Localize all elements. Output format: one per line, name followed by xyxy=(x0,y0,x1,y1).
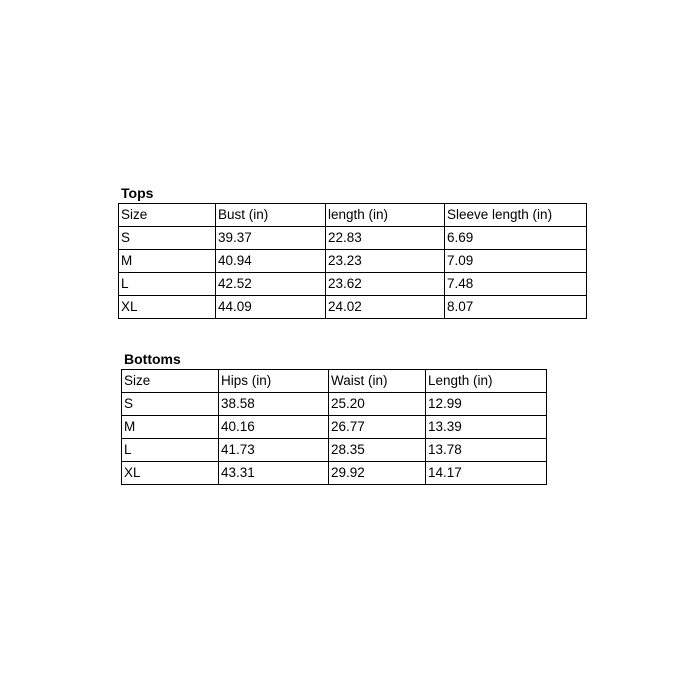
hips-cell: 40.16 xyxy=(219,416,329,439)
size-cell: XL xyxy=(119,296,216,319)
bust-cell: 40.94 xyxy=(216,250,326,273)
size-cell: XL xyxy=(122,462,219,485)
waist-cell: 25.20 xyxy=(329,393,426,416)
table-row xyxy=(122,393,547,416)
waist-cell: 26.77 xyxy=(329,416,426,439)
header-cell-bust: Bust (in) xyxy=(216,204,326,227)
header-cell-size: Size xyxy=(119,204,216,227)
size-cell: L xyxy=(119,273,216,296)
bust-cell: 42.52 xyxy=(216,273,326,296)
sleeve-length-cell: 7.48 xyxy=(445,273,587,296)
sleeve-length-cell: 7.09 xyxy=(445,250,587,273)
size-cell: L xyxy=(122,439,219,462)
bottoms-size-table xyxy=(121,369,547,485)
table-row xyxy=(119,227,587,250)
header-cell-length: length (in) xyxy=(326,204,445,227)
header-cell-sleeve-length: Sleeve length (in) xyxy=(445,204,587,227)
table-row xyxy=(119,296,587,319)
bust-cell: 44.09 xyxy=(216,296,326,319)
table-row xyxy=(122,416,547,439)
waist-cell: 28.35 xyxy=(329,439,426,462)
header-cell-size: Size xyxy=(122,370,219,393)
sleeve-length-cell: 8.07 xyxy=(445,296,587,319)
header-cell-waist: Waist (in) xyxy=(329,370,426,393)
length-cell: 13.78 xyxy=(426,439,547,462)
table-row xyxy=(122,462,547,485)
size-cell: M xyxy=(119,250,216,273)
length-cell: 23.62 xyxy=(326,273,445,296)
tops-size-table xyxy=(118,203,587,319)
length-cell: 12.99 xyxy=(426,393,547,416)
bottoms-section-title: Bottoms xyxy=(124,351,181,367)
table-header-row xyxy=(119,204,587,227)
length-cell: 13.39 xyxy=(426,416,547,439)
table-row xyxy=(119,250,587,273)
size-cell: S xyxy=(122,393,219,416)
table-row xyxy=(122,439,547,462)
length-cell: 24.02 xyxy=(326,296,445,319)
length-cell: 23.23 xyxy=(326,250,445,273)
length-cell: 14.17 xyxy=(426,462,547,485)
hips-cell: 43.31 xyxy=(219,462,329,485)
table-row xyxy=(119,273,587,296)
table-header-row xyxy=(122,370,547,393)
hips-cell: 41.73 xyxy=(219,439,329,462)
waist-cell: 29.92 xyxy=(329,462,426,485)
length-cell: 22.83 xyxy=(326,227,445,250)
hips-cell: 38.58 xyxy=(219,393,329,416)
tops-section-title: Tops xyxy=(121,185,154,201)
size-cell: M xyxy=(122,416,219,439)
size-cell: S xyxy=(119,227,216,250)
header-cell-hips: Hips (in) xyxy=(219,370,329,393)
sleeve-length-cell: 6.69 xyxy=(445,227,587,250)
header-cell-length: Length (in) xyxy=(426,370,547,393)
bust-cell: 39.37 xyxy=(216,227,326,250)
